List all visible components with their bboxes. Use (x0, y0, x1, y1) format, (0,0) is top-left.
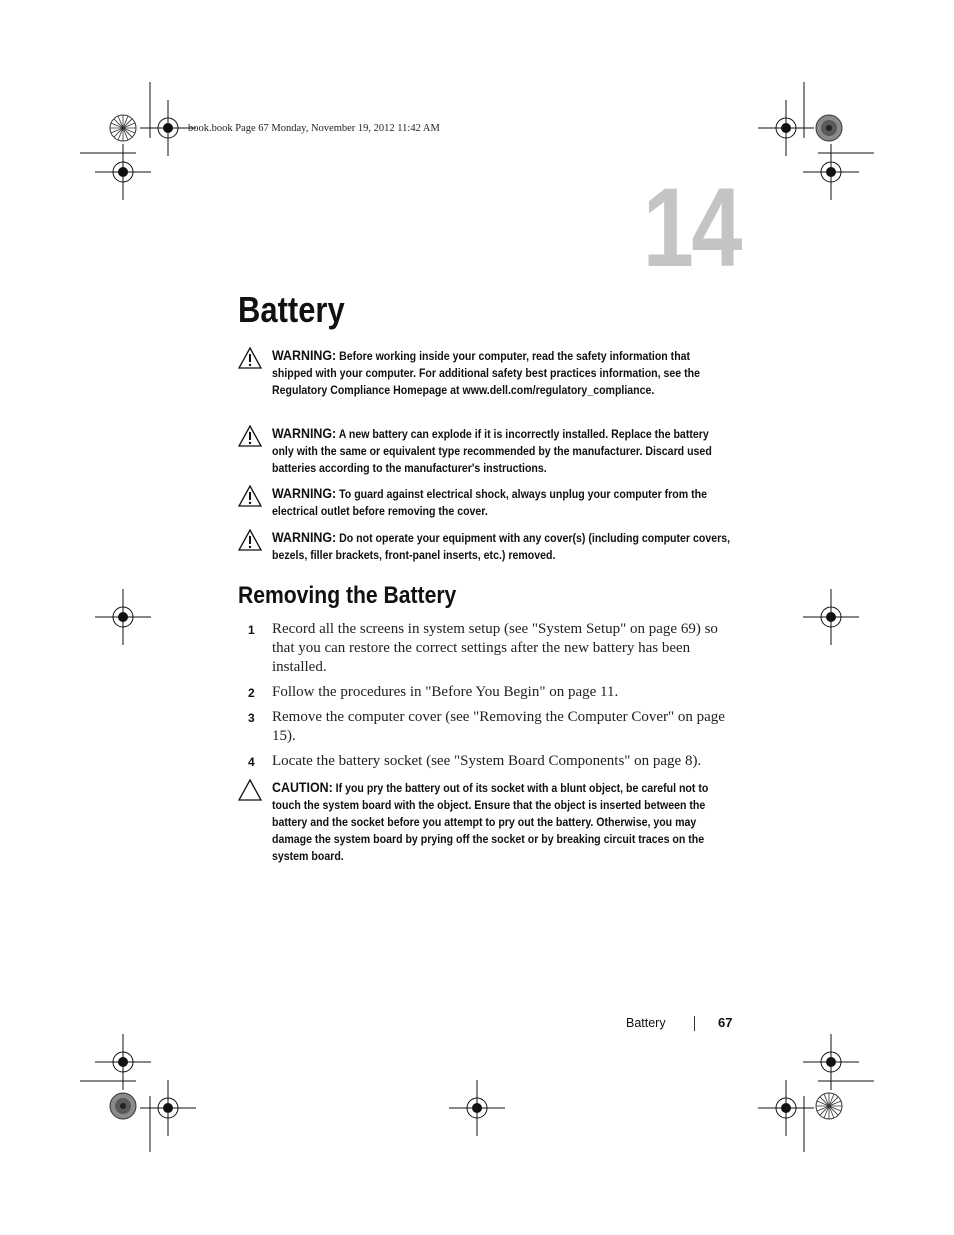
warning-notice (238, 529, 738, 565)
step-text: Follow the procedures in "Before You Begin" on page 11. (272, 684, 619, 700)
page-number: 67 (718, 1015, 733, 1030)
list-item (238, 683, 738, 702)
footer-divider (694, 1016, 695, 1031)
warning-text: Before working inside your computer, read the safety information that shipped with your computer. For additional safety best practices information, see the Regulatory Compliance Homepage at www.dell.com/regulatory_compliance. (272, 351, 700, 397)
star-target-icon (816, 1093, 842, 1119)
procedure-steps (238, 620, 738, 777)
registration-mark-icon (95, 144, 151, 200)
warning-icon (238, 347, 262, 369)
step-number: 4 (248, 755, 255, 769)
dial-target-icon (816, 115, 842, 141)
footer-chapter-label: Battery (626, 1016, 666, 1030)
warning-label: WARNING: (272, 486, 337, 501)
warning-text: To guard against electrical shock, always unplug your computer from the electrical outlet before removing the cover. (272, 489, 707, 518)
registration-mark-icon (758, 1080, 814, 1136)
warning-notice (238, 425, 738, 478)
list-item (238, 620, 738, 677)
step-text: Record all the screens in system setup (see "System Setup" on page 69) so that you can restore the correct settings after the new battery has been installed. (272, 621, 718, 675)
registration-mark-icon (95, 1034, 151, 1090)
caution-notice (238, 779, 738, 866)
step-number: 1 (248, 623, 255, 637)
list-item (238, 752, 738, 771)
warning-label: WARNING: (272, 426, 337, 441)
star-target-icon (110, 115, 136, 141)
warning-icon (238, 529, 262, 551)
warning-icon (238, 425, 262, 447)
warning-notice (238, 347, 738, 400)
caution-label: CAUTION: (272, 780, 333, 795)
warning-icon (238, 485, 262, 507)
registration-mark-icon (140, 1080, 196, 1136)
warning-text: A new battery can explode if it is incorrectly installed. Replace the battery only with the same or equivalent type recommended by the manufacturer. Discard used batteries according to the manufacturer's instructions. (272, 429, 712, 475)
chapter-title: Battery (238, 289, 345, 330)
step-number: 2 (248, 686, 255, 700)
warning-label: WARNING: (272, 530, 337, 545)
section-title: Removing the Battery (238, 582, 457, 609)
registration-mark-icon (95, 589, 151, 645)
registration-mark-icon (758, 100, 814, 156)
dial-target-icon (110, 1093, 136, 1119)
step-text: Remove the computer cover (see "Removing the Computer Cover" on page 15). (272, 709, 725, 744)
registration-mark-icon (449, 1080, 505, 1136)
registration-mark-icon (803, 589, 859, 645)
caution-text: If you pry the battery out of its socket with a blunt object, be careful not to touch the system board with the object. Ensure that the object is inserted between the battery and the socket before you attempt to pry out the battery. Otherwise, you may damage the system board by prying off the socket or by breaking circuit traces on the system board. (272, 783, 709, 863)
step-text: Locate the battery socket (see "System Board Components" on page 8). (272, 753, 702, 769)
registration-mark-icon (803, 1034, 859, 1090)
warning-notice (238, 485, 738, 521)
warning-label: WARNING: (272, 348, 337, 363)
chapter-number: 14 (642, 165, 740, 290)
step-number: 3 (248, 711, 255, 725)
caution-icon (238, 779, 262, 801)
list-item (238, 708, 738, 746)
print-slug: book.book Page 67 Monday, November 19, 2012 11:42 AM (188, 123, 440, 134)
registration-mark-icon (803, 144, 859, 200)
warning-text: Do not operate your equipment with any cover(s) (including computer covers, bezels, filler brackets, front-panel inserts, etc.) removed. (272, 533, 731, 562)
